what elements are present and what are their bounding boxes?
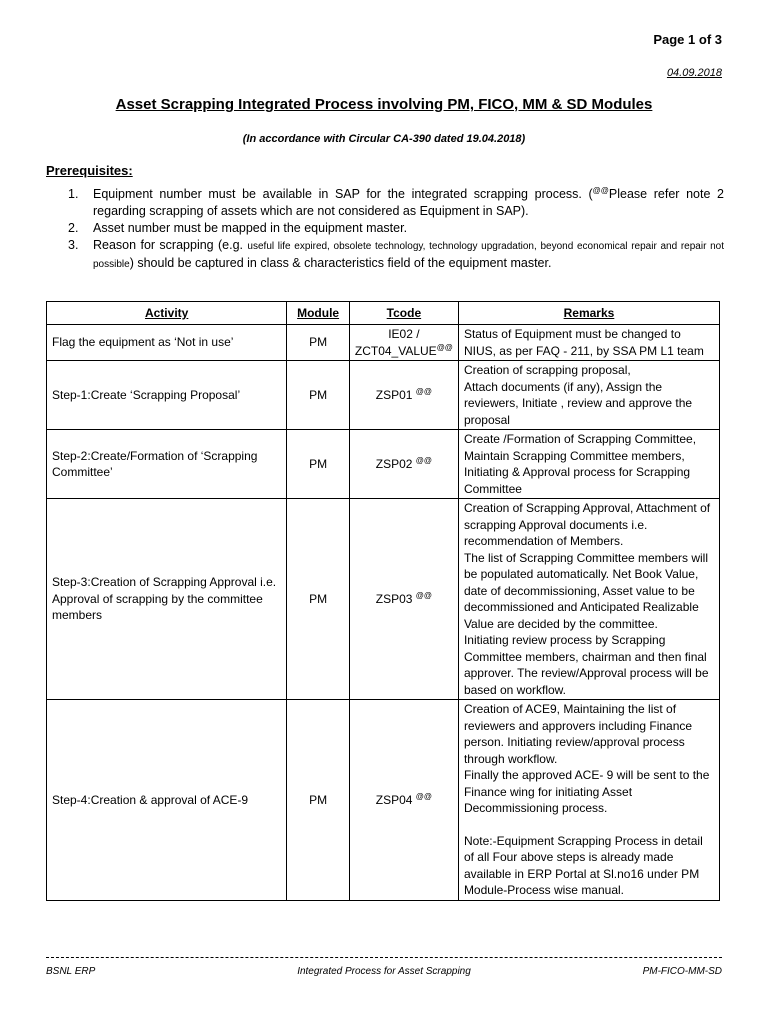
prerequisite-item: 2. Asset number must be mapped in the equipment master. [68, 221, 408, 235]
module-cell: PM [287, 700, 350, 901]
column-header-tcode: Tcode [349, 302, 458, 325]
remarks-cell: Status of Equipment must be changed to NIUS, as per FAQ - 211, by SSA PM L1 team [458, 325, 719, 361]
tcode-cell: IE02 / ZCT04_VALUE@@ [349, 325, 458, 361]
table-row [47, 361, 720, 430]
tcode-cell: ZSP01 @@ [349, 361, 458, 430]
column-header-module: Module [287, 302, 350, 325]
scrapping-note: Note:-Equipment Scrapping Process in detail of all Four above steps is already made available in ERP Portal at Sl.no16 under PM Module-Process wise manual. [463, 833, 703, 897]
remarks-cell: Create /Formation of Scrapping Committee, Maintain Scrapping Committee members, Initiating & Approval process for Scrapping Committee [458, 430, 719, 499]
page-title: Asset Scrapping Integrated Process involving PM, FICO, MM & SD Modules [115, 96, 653, 113]
activity-cell: Step-1:Create ‘Scrapping Proposal’ [47, 361, 287, 430]
activity-cell: Flag the equipment as ‘Not in use’ [47, 325, 287, 361]
column-header-remarks: Remarks [458, 302, 719, 325]
table-header-row [47, 302, 720, 325]
prerequisites-list [46, 186, 724, 273]
table-row [47, 325, 720, 361]
table-row [47, 430, 720, 499]
prerequisite-item: 1. Equipment number must be available in SAP for the integrated scrapping process. (@@Please refer note 2 regarding scrapping of assets which are not considered as Equipment in SAP). [68, 185, 724, 218]
page-number: Page 1 of 3 [653, 32, 722, 47]
table-row [47, 499, 720, 700]
table-row [47, 700, 720, 901]
page-subtitle: (In accordance with Circular CA-390 dated 19.04.2018) [242, 133, 526, 145]
remarks-cell: Creation of Scrapping Approval, Attachment of scrapping Approval documents i.e. recommendation of Members. The list of Scrapping Committee members will be populated automatically. Net Book Value, date of decommissioning, Asset value to be decommissioned and Anticipated Realizable Value are decided by the committee. Initiating review process by Scrapping Committee members, chairman and then final approver. The review/Approval process will be based on workflow. [458, 499, 719, 700]
prerequisite-item: 3. Reason for scrapping (e.g. useful life expired, obsolete technology, technology upgradation, beyond economical repair and repair not possible) should be captured in class & characteristics field of the equipment master. [68, 238, 724, 270]
activity-cell: Step-4:Creation & approval of ACE-9 [47, 700, 287, 901]
column-header-activity: Activity [47, 302, 287, 325]
module-cell: PM [287, 361, 350, 430]
activity-cell: Step-2:Create/Formation of ‘Scrapping Committee’ [47, 430, 287, 499]
tcode-cell: ZSP02 @@ [349, 430, 458, 499]
footer-center: Integrated Process for Asset Scrapping [297, 966, 471, 977]
module-cell: PM [287, 430, 350, 499]
remarks-cell: Creation of scrapping proposal, Attach documents (if any), Assign the reviewers, Initiate , review and approve the proposal [458, 361, 719, 430]
footer-divider [46, 957, 722, 958]
prerequisites-heading: Prerequisites: [46, 163, 133, 178]
footer-left: BSNL ERP [46, 966, 96, 977]
module-cell: PM [287, 325, 350, 361]
tcode-cell: ZSP04 @@ [349, 700, 458, 901]
remarks-cell: Creation of ACE9, Maintaining the list of reviewers and approvers including Finance person. Initiating review/approval process through workflow. Finally the approved ACE- 9 will be sent to the Finance wing for initiating Asset Decommissioning process. Note:-Equipment Scrapping Process in detail of all Four above steps is already made available in ERP Portal at Sl.no16 under PM Module-Process wise manual. [458, 700, 719, 901]
module-cell: PM [287, 499, 350, 700]
tcode-cell: ZSP03 @@ [349, 499, 458, 700]
document-date: 04.09.2018 [666, 67, 722, 79]
footer-right: PM-FICO-MM-SD [642, 966, 722, 977]
activity-cell: Step-3:Creation of Scrapping Approval i.e. Approval of scrapping by the committee members [47, 499, 287, 700]
process-table [46, 301, 720, 901]
